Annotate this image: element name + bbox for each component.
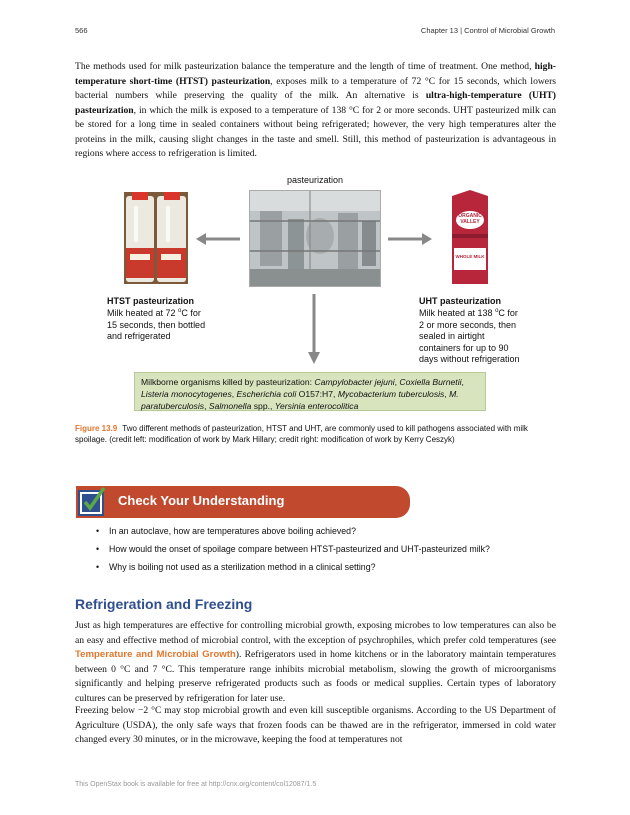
carton-product: WHOLE MILK xyxy=(455,254,485,259)
term-htst: high-temperature short-time (HTST) pasteurization xyxy=(75,61,556,87)
htst-milk-bottles-photo xyxy=(124,192,188,284)
figure-caption: Figure 13.9 Two different methods of pasteurization, HTST and UHT, are commonly used to kill pathogens associated with milk spoilage. (credit left: modification of work by Mark Hillary; credit right: modification of work by Kerry Ceszyk) xyxy=(75,424,528,444)
carton-brand-bottom: VALLEY xyxy=(460,219,480,225)
chapter-header: Chapter 13 | Control of Microbial Growth xyxy=(420,26,555,35)
check-understanding-title: Check Your Understanding xyxy=(118,493,285,508)
figure-number: Figure 13.9 xyxy=(75,424,118,433)
temperature-growth-link[interactable]: Temperature and Microbial Growth xyxy=(75,649,236,660)
figure-title: pasteurization xyxy=(286,175,344,185)
refrigeration-paragraph: Just as high temperatures are effective for controlling microbial growth, exposing microbes to low temperatures can also be an easy and effective method of microbial control, with the exception of psychrophiles, which prefer cold temperatures (see Temperature and Microbial Growth). Refrigerators used in home kitchens or in the laboratory maintain temperatures between 0 °C and 7 °C. This temperature range inhibits microbial metabolism, slowing the growth of microorganisms significantly and helping preserve refrigerated products such as foods or medical supplies. Certain types of laboratory cultures can be preserved by refrigeration for later use. xyxy=(75,620,556,704)
right-arrow xyxy=(388,233,432,245)
htst-label: HTST pasteurization Milk heated at 72 $^o$C for 15 seconds, then bottled and refrigerated xyxy=(107,296,247,343)
uht-milk-carton-photo xyxy=(446,190,494,286)
term-uht: ultra-high-temperature (UHT) pasteurization xyxy=(75,90,556,116)
uht-label: UHT pasteurization Milk heated at 138 $^o$C for 2 or more seconds, then sealed in airtight containers for up to 90 days without refrigeration xyxy=(419,296,559,366)
intro-paragraph: The methods used for milk pasteurization balance the temperature and the length of time of treatment. One method, high-temperature short-time (HTST) pasteurization, exposes milk to a temperature of 72 °C for 15 seconds, which lowers bacterial numbers while preserving the quality of the milk. An alternative is ultra-high-temperature (UHT) pasteurization, in which the milk is exposed to a temperature of 138 °C for 2 or more seconds. UHT pasteurized milk can be stored for a long time in sealed containers without being refrigerated; however, the very high temperatures alter the proteins in the milk, causing slight changes in the taste and smell. Still, this method of pasteurization is advantageous in regions where access to refrigeration is limited. xyxy=(75,61,556,159)
pasteurization-plant-photo xyxy=(249,190,381,287)
page-number: 566 xyxy=(75,26,88,35)
down-arrow xyxy=(308,294,320,364)
checkbox-check-icon xyxy=(78,486,106,516)
left-arrow xyxy=(196,233,240,245)
organisms-box: Milkborne organisms killed by pasteurization: Campylobacter jejuni, Coxiella Burnetii, Listeria monocytogenes, Escherichia coli O157:H7, Mycobacterium tuberculosis, M. paratuberculosis, Salmonella spp., Yersinia enterocolitica xyxy=(134,372,486,411)
carton-brand-top: ORGANIC xyxy=(458,213,482,219)
uht-heading: UHT pasteurization xyxy=(419,296,502,306)
freezing-paragraph: Freezing below −2 °C may stop microbial growth and even kill susceptible organisms. According to the US Department of Agriculture (USDA), the only safe ways that frozen foods can be thawed are in the refrigerator, immersed in cold water changed every 30 minutes, or in the microwave, keeping the food at temperatures not xyxy=(75,705,556,745)
question-list xyxy=(96,524,490,578)
question-item: • Why is boiling not used as a sterilization method in a clinical setting? xyxy=(96,560,490,578)
question-item: • In an autoclave, how are temperatures above boiling achieved? xyxy=(96,524,490,542)
question-item: • How would the onset of spoilage compare between HTST-pasteurized and UHT-pasteurized milk? xyxy=(96,542,490,560)
page-footer: This OpenStax book is available for free at http://cnx.org/content/col12087/1.5 xyxy=(75,781,317,788)
htst-heading: HTST pasteurization xyxy=(107,296,195,306)
section-heading: Refrigeration and Freezing xyxy=(75,596,253,612)
